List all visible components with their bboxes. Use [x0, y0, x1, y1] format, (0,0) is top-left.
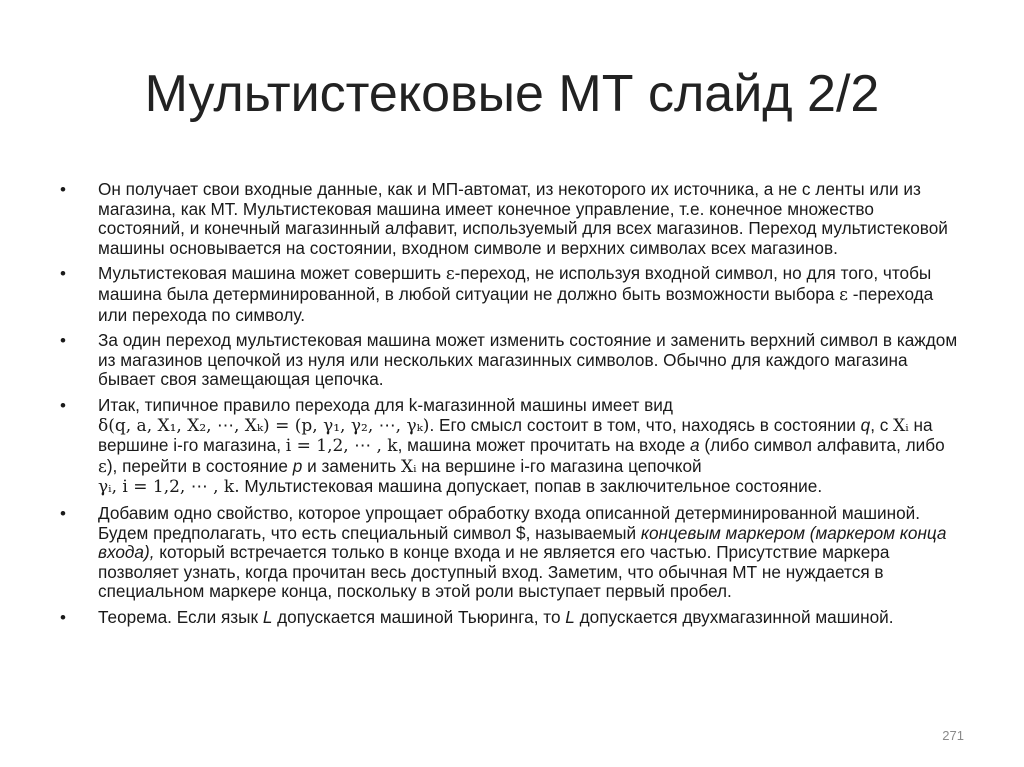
bullet-text: на вершине i-го магазина,: [98, 414, 933, 456]
bullet-text: Мультистековая машина может совершить: [98, 263, 446, 284]
bullet-marker: •: [60, 395, 66, 415]
stack-symbol-xi: Xᵢ: [893, 415, 909, 436]
epsilon-symbol: ε: [839, 284, 848, 305]
bullet-list: [60, 180, 965, 633]
bullet-text: ), перейти в состояние: [106, 455, 293, 476]
bullet-item-4: [60, 396, 965, 498]
epsilon-symbol: ε: [98, 456, 107, 477]
bullet-text: Итак, типичное правило перехода для k-магазинной машины имеет вид: [98, 394, 673, 415]
bullet-marker: •: [60, 503, 66, 523]
bullet-text: За один переход мультистековая машина может изменить состояние и заменить верхний символ в каждом из магазинов цепочкой из нуля или нескольких магазинных символов. Обычно для каждого магазина бывает своя замещающая цепочка.: [98, 330, 958, 390]
input-a: a: [690, 435, 700, 456]
epsilon-symbol: ε: [445, 264, 455, 285]
bullet-text: Добавим одно свойство, которое упрощает обработку входа описанной детерминированной машиной. Будем предполагать, что есть специальный символ $, называемый: [98, 502, 921, 543]
bullet-marker: •: [60, 264, 66, 284]
language-l: L: [565, 606, 575, 627]
emphasis-end-marker: концевым маркером (маркером конца входа),: [98, 522, 947, 563]
bullet-text: , с: [870, 414, 894, 435]
bullet-text: Теорема. Если язык: [98, 606, 263, 627]
index-range: i = 1,2, ⋯ , k: [285, 436, 398, 457]
bullet-text: (либо символ алфавита, либо: [699, 435, 945, 456]
bullet-marker: •: [60, 331, 66, 351]
bullet-text: Мультистековая машина допускает, попав в заключительное состояние.: [239, 476, 823, 497]
bullet-item-6: [60, 608, 965, 628]
bullet-text: и заменить: [302, 455, 401, 476]
gamma-range: γᵢ, i = 1,2, ⋯ , k.: [98, 477, 240, 498]
bullet-text: который встречается только в конце входа и не является его частью. Присутствие маркера позволяет узнать, когда прочитан весь доступный вход. Заметим, что обычная МТ не нуждается в специальном маркере конца, поскольку в этой роли выступает первый пробел.: [98, 542, 890, 602]
bullet-text: . Его смысл состоит в том, что, находясь в состоянии: [429, 414, 861, 435]
slide-number: 271: [942, 728, 964, 743]
bullet-item-5: [60, 504, 965, 602]
bullet-text: Он получает свои входные данные, как и МП-автомат, из некоторого их источника, а не с ленты или из магазина, как МТ. Мультистековая машина имеет конечное управление, т.е. конечное множество состояний, и конечный магазинный алфавит, используемый для всех магазинов. Переход мультистековой машины основывается на состоянии, входном символе и верхних символах всех магазинов.: [98, 179, 948, 258]
bullet-text: -переход, не используя входной символ, но для того, чтобы машина была детерминированной, в любой ситуации не должно быть возможности выбора: [98, 263, 932, 304]
state-q: q: [860, 414, 871, 435]
transition-formula: δ(q, a, X₁, X₂, ⋯, Xₖ) = (p, γ₁, γ₂, ⋯, γₖ): [98, 415, 430, 436]
bullet-text: , машина может прочитать на входе: [397, 435, 691, 456]
bullet-item-1: [60, 180, 965, 258]
bullet-marker: •: [60, 180, 66, 199]
bullet-text: допускается машиной Тьюринга, то: [272, 606, 566, 627]
slide-title: Мультистековые МТ слайд 2/2: [144, 65, 880, 123]
bullet-text: -перехода или перехода по символу.: [98, 283, 934, 325]
stack-symbol-xi: Xᵢ: [400, 456, 417, 477]
bullet-text: допускается двухмагазинной машиной.: [574, 606, 894, 627]
language-l: L: [262, 606, 273, 627]
bullet-marker: •: [60, 607, 66, 627]
bullet-item-3: [60, 331, 965, 390]
bullet-text: на вершине i-го магазина цепочкой: [416, 455, 702, 476]
bullet-item-2: [60, 264, 965, 325]
state-p: p: [292, 455, 303, 476]
